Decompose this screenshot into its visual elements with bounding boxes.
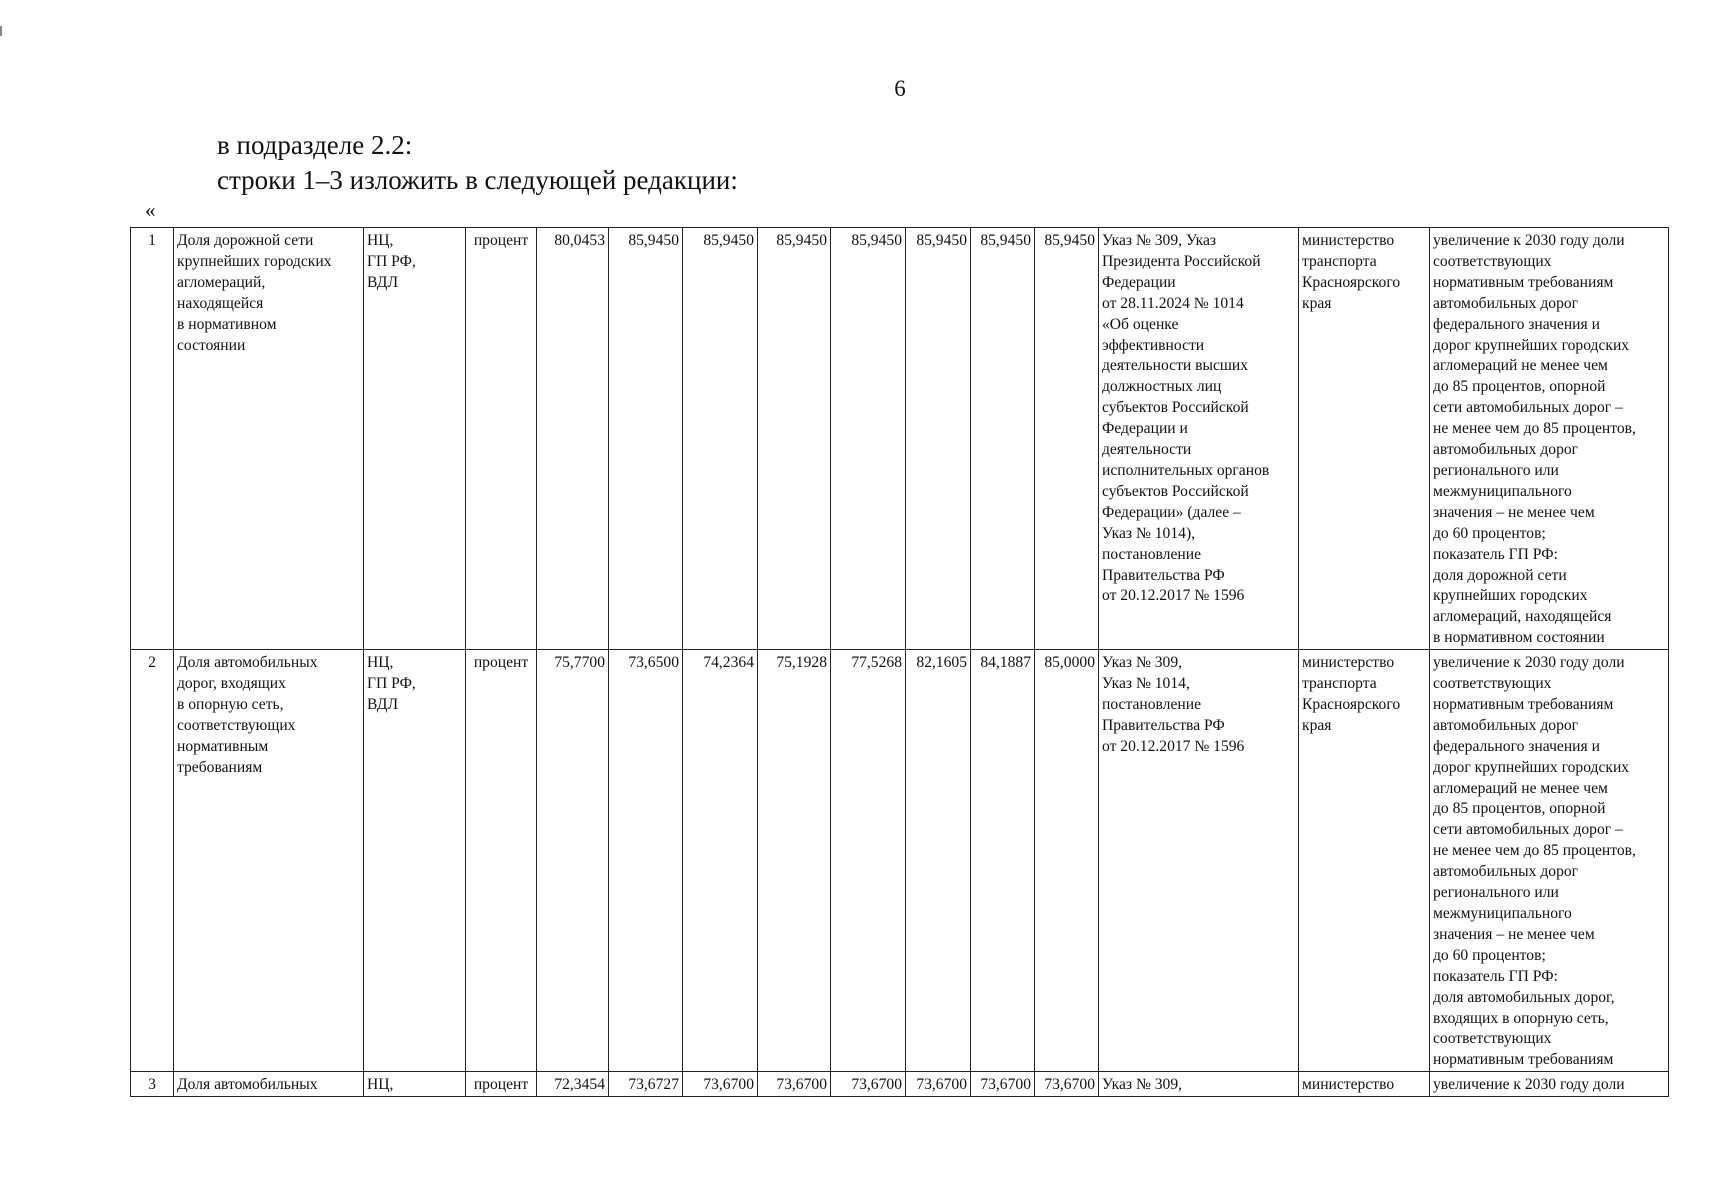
value-cell: 75,7700 [537,650,609,1072]
indicator-level: НЦ, ГП РФ, ВДЛ [364,650,466,1072]
responsible-body: министерство транспорта Красноярского края [1299,650,1430,1072]
row-number: 2 [131,650,174,1072]
value-cell: 85,9450 [609,228,683,650]
legal-basis: Указ № 309, Указ Президента Российской Федерации от 28.11.2024 № 1014 «Об оценке эффективности деятельности высших должностных лиц субъектов Российской Федерации и деятельности исполнительных органов субъектов Российской Федерации» (далее – Указ № 1014), постановление Правительства РФ от 20.12.2017 № 1596 [1099,228,1299,650]
value-cell: 85,0000 [1035,650,1099,1072]
indicator-name: Доля дорожной сети крупнейших городских агломераций, находящейся в нормативном состоянии [174,228,364,650]
table-row [131,228,1669,650]
goal-link: увеличение к 2030 году доли [1430,1072,1669,1097]
unit-cell: процент [466,1072,537,1097]
value-cell: 85,9450 [906,228,971,650]
value-cell: 73,6700 [758,1072,831,1097]
unit-cell: процент [466,650,537,1072]
intro-text [217,128,738,198]
legal-basis: Указ № 309, Указ № 1014, постановление Правительства РФ от 20.12.2017 № 1596 [1099,650,1299,1072]
indicator-level: НЦ, [364,1072,466,1097]
value-cell: 73,6500 [609,650,683,1072]
unit-cell: процент [466,228,537,650]
table-row [131,1072,1669,1097]
indicators-table [130,227,1669,1097]
page-number: 6 [894,76,906,101]
value-cell: 73,6700 [683,1072,758,1097]
opening-quote-mark: « [145,198,156,222]
value-cell: 73,6700 [831,1072,906,1097]
value-cell: 85,9450 [1035,228,1099,650]
legal-basis: Указ № 309, [1099,1072,1299,1097]
value-cell: 77,5268 [831,650,906,1072]
responsible-body: министерство [1299,1072,1430,1097]
value-cell: 85,9450 [758,228,831,650]
value-cell: 73,6700 [1035,1072,1099,1097]
value-cell: 73,6727 [609,1072,683,1097]
value-cell: 85,9450 [971,228,1035,650]
table-row [131,650,1669,1072]
goal-link: увеличение к 2030 году доли соответствующих нормативным требованиям автомобильных дорог федерального значения и дорог крупнейших городских агломераций не менее чем до 85 процентов, опорной сети автомобильных дорог – не менее чем до 85 процентов, автомобильных дорог регионального или межмуниципального значения – не менее чем до 60 процентов; показатель ГП РФ: доля автомобильных дорог, входящих в опорную сеть, соответствующих нормативным требованиям [1430,650,1669,1072]
row-number: 1 [131,228,174,650]
intro-line-instruction: строки 1–3 изложить в следующей редакции: [217,165,738,195]
value-cell: 75,1928 [758,650,831,1072]
indicator-level: НЦ, ГП РФ, ВДЛ [364,228,466,650]
value-cell: 84,1887 [971,650,1035,1072]
row-number: 3 [131,1072,174,1097]
intro-line-subsection: в подразделе 2.2: [217,130,413,160]
goal-link: увеличение к 2030 году доли соответствующих нормативным требованиям автомобильных дорог федерального значения и дорог крупнейших городских агломераций не менее чем до 85 процентов, опорной сети автомобильных дорог – не менее чем до 85 процентов, автомобильных дорог регионального или межмуниципального значения – не менее чем до 60 процентов; показатель ГП РФ: доля дорожной сети крупнейших городских агломераций, находящейся в нормативном состоянии [1430,228,1669,650]
indicator-name: Доля автомобильных дорог, входящих в опорную сеть, соответствующих нормативным требованиям [174,650,364,1072]
indicator-name: Доля автомобильных [174,1072,364,1097]
value-cell: 74,2364 [683,650,758,1072]
value-cell: 73,6700 [906,1072,971,1097]
responsible-body: министерство транспорта Красноярского края [1299,228,1430,650]
value-cell: 73,6700 [971,1072,1035,1097]
value-cell: 72,3454 [537,1072,609,1097]
value-cell: 85,9450 [831,228,906,650]
value-cell: 82,1605 [906,650,971,1072]
value-cell: 80,0453 [537,228,609,650]
value-cell: 85,9450 [683,228,758,650]
scan-edge-mark [0,26,2,36]
